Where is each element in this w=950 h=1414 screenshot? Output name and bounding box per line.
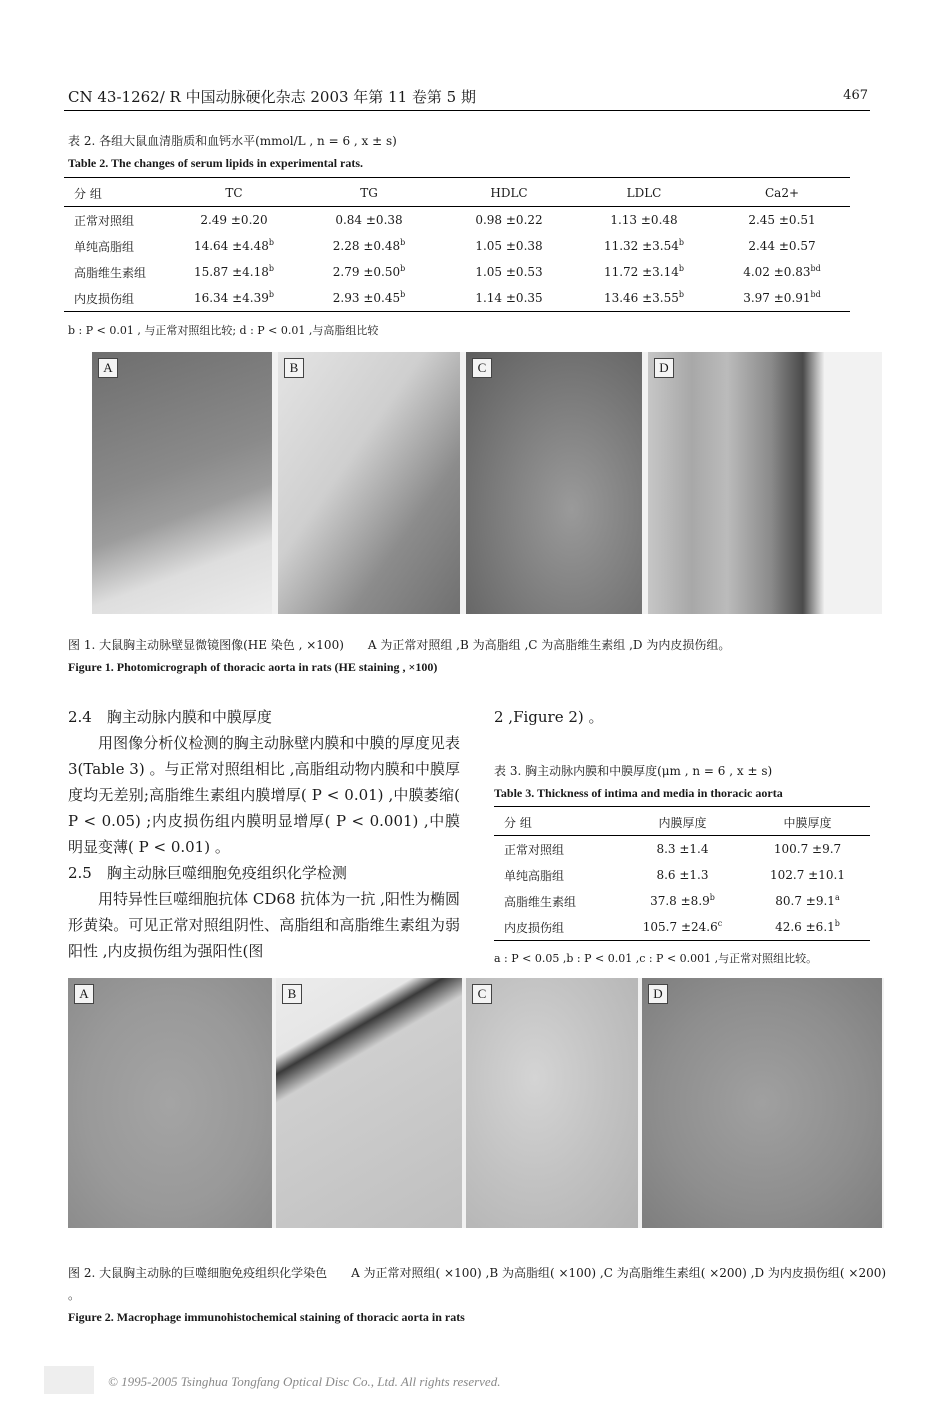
table2-col-tg: TG: [360, 186, 378, 200]
table-cell: 13.46 ±3.55$^b$: [603, 290, 685, 305]
table2: [64, 180, 850, 312]
right-column-continuation: 2 ,Figure 2) 。: [494, 708, 604, 726]
paragraph-intima-media: 用图像分析仪检测的胸主动脉壁内膜和中膜的厚度见表 3(Table 3) 。与正常对照组相比 ,高脂组动物内膜和中膜厚度均无差别;高脂维生素组内膜增厚( P < 0.01) ,中膜萎缩( P < 0.05) ;内皮损伤组内膜明显增厚( P < 0.001) ,中膜明显变薄( P < 0.01) 。: [68, 734, 460, 856]
table3: [494, 809, 870, 941]
journal-title: CN 43-1262/ R 中国动脉硬化杂志 2003 年第 11 卷第 5 期: [68, 88, 476, 106]
left-column: [68, 704, 460, 964]
figure2: [68, 978, 884, 1228]
figure2-label-b: B: [282, 984, 302, 1004]
figure2-caption-en: Figure 2. Macrophage immunohistochemical staining of thoracic aorta in rats: [68, 1310, 465, 1324]
table2-col-ldlc: LDLC: [626, 186, 662, 200]
table-row: [494, 914, 870, 941]
figure1-label-a: A: [98, 358, 118, 378]
table-cell: 内皮损伤组: [504, 920, 565, 935]
paragraph-cd68: 用特异性巨噬细胞抗体 CD68 抗体为一抗 ,阳性为椭圆形黄染。可见正常对照组阴性、高脂组和高脂维生素组为弱阳性 ,内皮损伤组为强阳性(图: [68, 890, 460, 960]
table-cell: 0.84 ±0.38: [335, 213, 403, 227]
table3-header-row: [494, 809, 870, 836]
table-cell: 1.13 ±0.48: [610, 213, 678, 227]
table-row: [494, 836, 870, 862]
table-row: [64, 285, 850, 312]
figure1: [92, 352, 882, 614]
table-cell: 1.05 ±0.53: [475, 265, 543, 279]
table-cell: 内皮损伤组: [74, 291, 135, 306]
table-cell: 4.02 ±0.83$^{bd}$: [743, 264, 821, 279]
table3-caption-cn: 表 3. 胸主动脉内膜和中膜厚度(μm , n = 6 , x ± s): [494, 764, 773, 778]
table-cell: 正常对照组: [504, 842, 565, 857]
table-row: [494, 888, 870, 914]
figure2-caption-cn: 图 2. 大鼠胸主动脉的巨噬细胞免疫组织化学染色 A 为正常对照组( ×100) ,B 为高脂组( ×100) ,C 为高脂维生素组( ×200) ,D 为内皮损伤组( ×200) 。: [68, 1266, 887, 1302]
table-cell: 11.72 ±3.14$^b$: [603, 264, 685, 279]
table-cell: 8.3 ±1.4: [656, 842, 709, 856]
section-heading-2-5: 2.5 胸主动脉巨噬细胞免疫组织化学检测: [68, 864, 347, 882]
table-cell: 1.05 ±0.38: [475, 239, 543, 253]
figure1-panel-d: [648, 352, 824, 614]
table2-top-rule: [64, 177, 850, 178]
figure2-panel-a: [68, 978, 272, 1228]
section-heading-2-4: 2.4 胸主动脉内膜和中膜厚度: [68, 708, 272, 726]
table-cell: 16.34 ±4.39$^b$: [193, 290, 275, 305]
table-cell: 14.64 ±4.48$^b$: [193, 238, 275, 253]
copyright-footer: © 1995-2005 Tsinghua Tongfang Optical Disc Co., Ltd. All rights reserved.: [108, 1374, 501, 1389]
table-cell: 8.6 ±1.3: [656, 868, 709, 882]
table2-footnote: b : P < 0.01 , 与正常对照组比较; d : P < 0.01 ,与高脂组比较: [68, 324, 379, 337]
table2-col-ca: Ca2+: [764, 186, 800, 200]
table-cell: 0.98 ±0.22: [475, 213, 543, 227]
table-cell: 15.87 ±4.18$^b$: [193, 264, 275, 279]
table-cell: 2.49 ±0.20: [200, 213, 268, 227]
table-cell: 102.7 ±10.1: [770, 868, 845, 882]
table-row: [64, 259, 850, 285]
figure1-caption-cn: 图 1. 大鼠胸主动脉壁显微镜图像(HE 染色 , ×100) A 为正常对照组 ,B 为高脂组 ,C 为高脂维生素组 ,D 为内皮损伤组。: [68, 638, 731, 652]
table-row: [64, 207, 850, 233]
figure1-label-d: D: [654, 358, 674, 378]
figure2-label-a: A: [74, 984, 94, 1004]
figure1-panel-b: [278, 352, 460, 614]
table2-col-group: 分 组: [74, 186, 102, 201]
figure2-panel-b: [276, 978, 462, 1228]
table-cell: 3.97 ±0.91$^{bd}$: [743, 290, 821, 305]
figure2-label-c: C: [472, 984, 492, 1004]
running-header: [68, 86, 868, 108]
table-cell: 42.6 ±6.1$^b$: [775, 919, 840, 934]
table3-col-group: 分 组: [504, 815, 532, 830]
table3-col-media: 中膜厚度: [783, 815, 832, 830]
table-cell: 2.28 ±0.48$^b$: [332, 238, 406, 253]
table-row: [64, 233, 850, 259]
table3-top-rule: [494, 806, 870, 807]
figure1-label-b: B: [284, 358, 304, 378]
table2-col-hdlc: HDLC: [490, 186, 528, 200]
figure2-label-d: D: [648, 984, 668, 1004]
table-cell: 1.14 ±0.35: [475, 291, 543, 305]
table-cell: 单纯高脂组: [74, 239, 135, 254]
figure1-panel-c: [466, 352, 642, 614]
publisher-logo: [44, 1366, 94, 1394]
table-row: [494, 862, 870, 888]
table3-col-intima: 内膜厚度: [658, 815, 707, 830]
table-cell: 高脂维生素组: [74, 265, 147, 280]
table-cell: 100.7 ±9.7: [773, 842, 842, 856]
table3-caption-en: Table 3. Thickness of intima and media in thoracic aorta: [494, 786, 783, 800]
header-rule: [64, 110, 870, 111]
table-cell: 2.93 ±0.45$^b$: [332, 290, 406, 305]
table2-caption-cn: 表 2. 各组大鼠血清脂质和血钙水平(mmol/L , n = 6 , x ± s): [68, 134, 397, 148]
table-cell: 正常对照组: [74, 213, 135, 228]
table-cell: 37.8 ±8.9$^b$: [650, 893, 715, 908]
table3-footnote: a : P < 0.05 ,b : P < 0.01 ,c : P < 0.001 ,与正常对照组比较。: [494, 952, 818, 965]
table2-col-tc: TC: [225, 186, 243, 200]
figure2-panel-d: [642, 978, 882, 1228]
figure1-caption-en: Figure 1. Photomicrograph of thoracic aorta in rats (HE staining , ×100): [68, 660, 438, 674]
table2-header-row: [64, 180, 850, 207]
figure2-panel-c: [466, 978, 638, 1228]
table-cell: 2.44 ±0.57: [748, 239, 816, 253]
table-cell: 105.7 ±24.6$^c$: [642, 919, 723, 934]
table2-caption-en: Table 2. The changes of serum lipids in experimental rats.: [68, 156, 364, 170]
table-cell: 2.45 ±0.51: [748, 213, 816, 227]
table-cell: 11.32 ±3.54$^b$: [603, 238, 685, 253]
table-cell: 高脂维生素组: [504, 894, 577, 909]
table-cell: 80.7 ±9.1$^a$: [775, 893, 840, 908]
table-cell: 2.79 ±0.50$^b$: [332, 264, 406, 279]
figure1-panel-a: [92, 352, 272, 614]
page-number: 467: [843, 88, 868, 103]
table-cell: 单纯高脂组: [504, 868, 565, 883]
figure1-label-c: C: [472, 358, 492, 378]
